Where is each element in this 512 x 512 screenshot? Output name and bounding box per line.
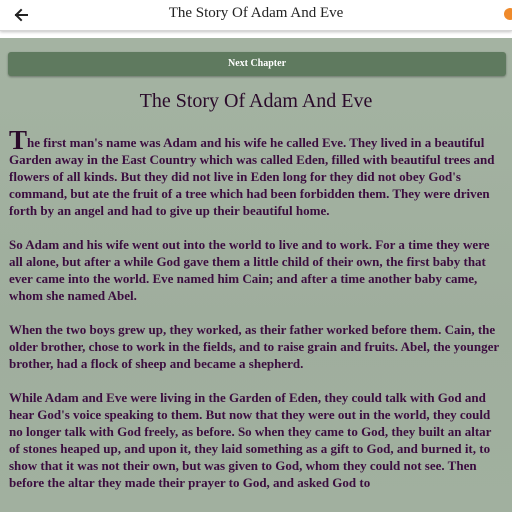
chapter-content[interactable] [0, 38, 512, 512]
story-paragraph: While Adam and Eve were living in the Garden of Eden, they could talk with God and hear God's voice speaking to them. But now that they were out in the world, they could no longer talk with God freely, as before. So when they came to God, they built an altar of stones heaped up, and upon it, they laid something as a gift to God, and burned it, to show that it was not their own, but was given to God, whom they could not see. Then before the altar they made their prayer to God, and asked God to [9, 390, 492, 490]
story-paragraph [9, 125, 503, 219]
paragraph-text: he first man's name was Adam and his wife he called Eve. They lived in a beautiful Garden away in the East Country which was called Eden, filled with beautiful trees and flowers of all kinds. But they did not live in Eden long for they did not obey God's command, but ate the fruit of a tree which had been forbidden them. They were driven forth by an angel and had to give up their beautiful home. [9, 135, 495, 218]
story-paragraph: So Adam and his wife went out into the world to live and to work. For a time they were all alone, but after a while God gave them a little child of their own, the first baby that ever came into the world. Eve named him Cain; and after a time another baby came, whom she named Abel. [9, 237, 490, 303]
story-paragraph: When the two boys grew up, they worked, as their father worked before them. Cain, the older brother, chose to work in the fields, and to raise grain and fruits. Abel, the younger brother, had a flock of sheep and became a shepherd. [9, 322, 499, 371]
app-bar-title: The Story Of Adam And Eve [168, 5, 344, 21]
drop-cap: T [9, 125, 28, 155]
app-bar [0, 0, 512, 31]
story-title: The Story Of Adam And Eve [139, 90, 373, 112]
next-chapter-button[interactable]: Next Chapter [8, 52, 506, 76]
edge-indicator [504, 8, 512, 20]
story-body [9, 125, 503, 508]
